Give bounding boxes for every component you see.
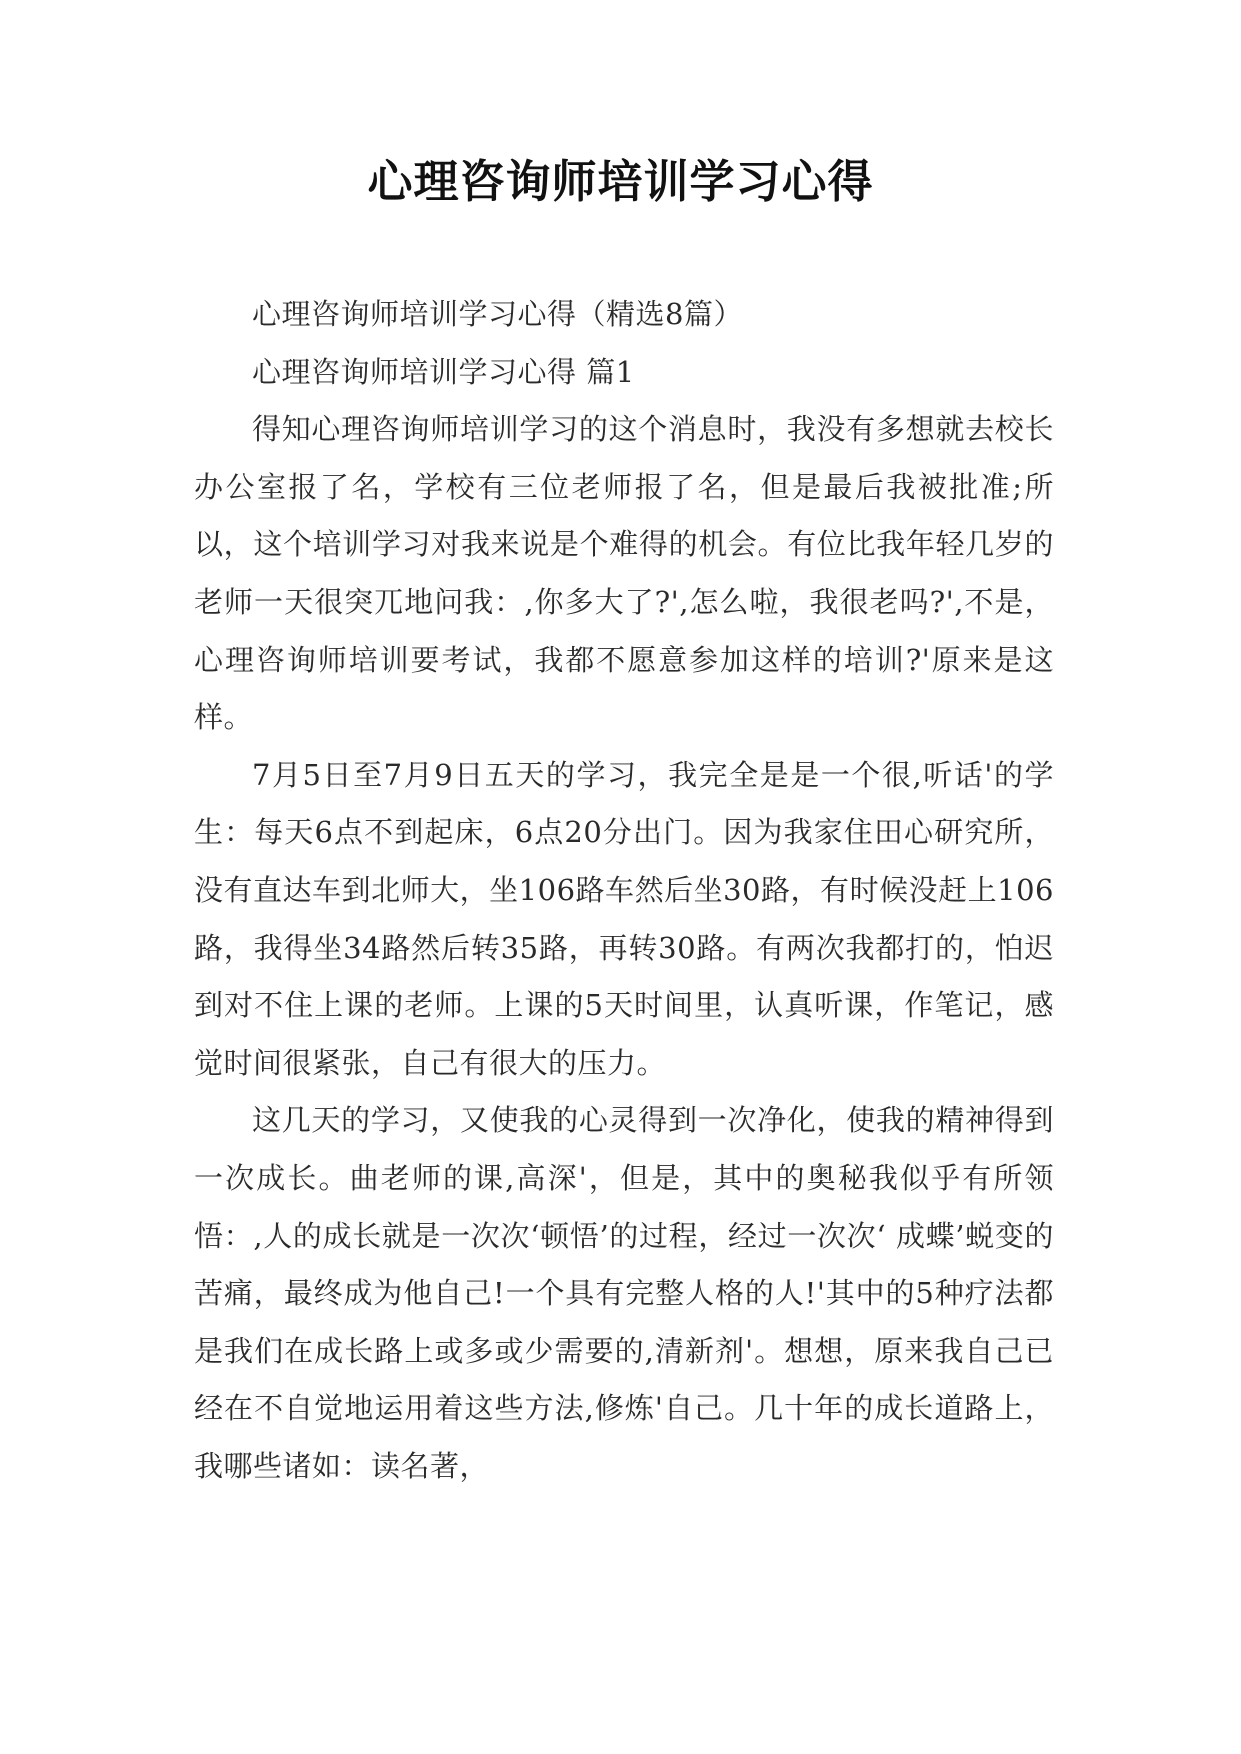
section-heading: 心理咨询师培训学习心得 篇1 (252, 354, 635, 389)
body-paragraph-2: 7月5日至7月9日五天的学习，我完全是是一个很,听话'的学生：每天6点不到起床，6点20分出门。因为我家住田心研究所，没有直达车到北师大，坐106路车然后坐30路，有时候没赶上106路，我得坐34路然后转35路，再转30路。有两次我都打的，怕迟到对不住上课的老师。上课的5天时间里，认真听课，作笔记，感觉时间很紧张，自己有很大的压力。 (194, 757, 1054, 1080)
body-paragraph-1: 得知心理咨询师培训学习的这个消息时，我没有多想就去校长办公室报了名，学校有三位老师报了名，但是最后我被批准;所以，这个培训学习对我来说是个难得的机会。有位比我年轻几岁的老师一天很突兀地问我：,你多大了?',怎么啦，我很老吗?',不是，心理咨询师培训要考试，我都不愿意参加这样的培训?'原来是这样。 (194, 412, 1054, 735)
document-title: 心理咨询师培训学习心得 (367, 155, 874, 208)
document-subtitle: 心理咨询师培训学习心得（精选8篇） (252, 297, 743, 331)
document-body (194, 286, 1054, 1495)
body-paragraph-3: 这几天的学习，又使我的心灵得到一次净化，使我的精神得到一次成长。曲老师的课,高深'，但是，其中的奥秘我似乎有所领悟：,人的成长就是一次次‘顿悟’的过程，经过一次次‘ 成蝶’蜕变的苦痛，最终成为他自己!一个具有完整人格的人!'其中的5种疗法都是我们在成长路上或多或少需要的,清新剂'。想想，原来我自己已经在不自觉地运用着这些方法,修炼'自己。几十年的成长道路上，我哪些诸如：读名著， (194, 1103, 1054, 1483)
